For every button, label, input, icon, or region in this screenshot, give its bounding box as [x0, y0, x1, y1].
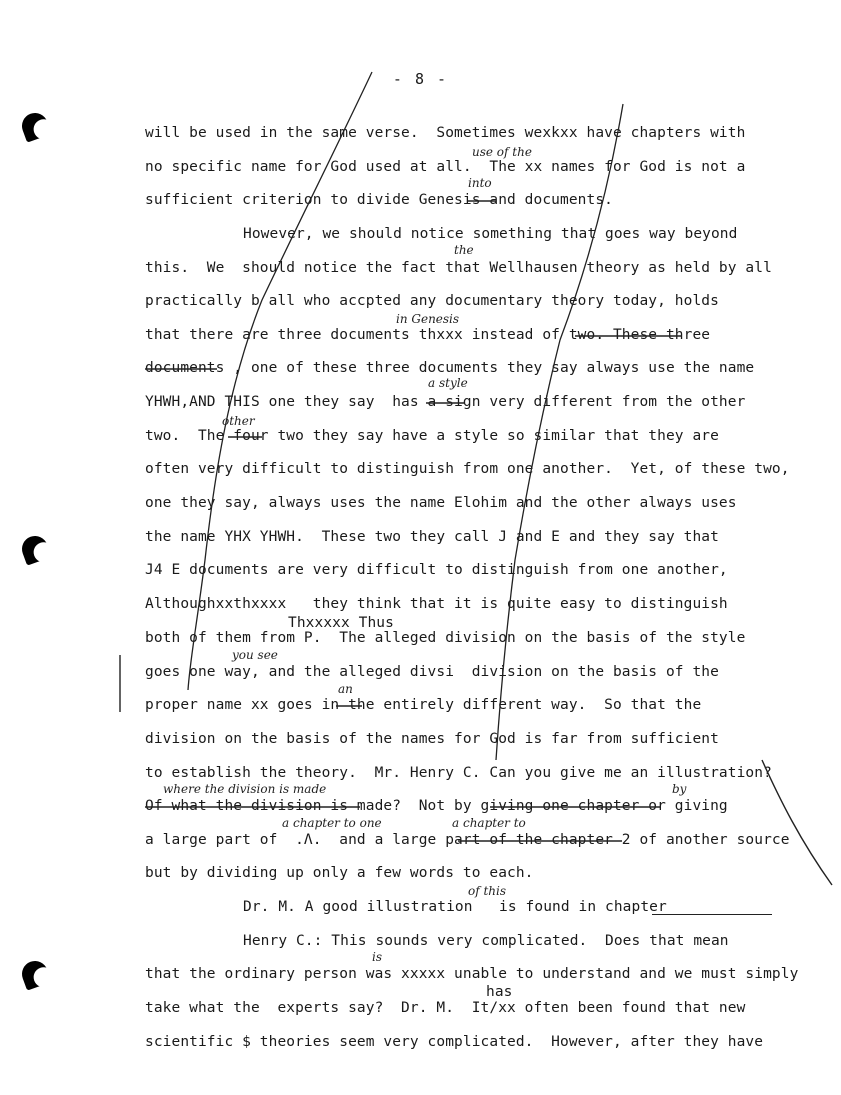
text-line: to establish the theory. Mr. Henry C. Can you give me an illustration? — [145, 765, 772, 781]
text-line: two. The four two they say have a style so similar that they are — [145, 428, 719, 444]
text-line: that the ordinary person was xxxxx unable to understand and we must simply — [145, 966, 799, 982]
text-line: but by dividing up only a few words to each. — [145, 865, 534, 881]
text-line: documents , one of these three documents they say always use the name — [145, 360, 755, 376]
text-line: a large part of .Λ. and a large part of the chapter 2 of another source — [145, 832, 790, 848]
text-line: practically b all who accpted any documentary theory today, holds — [145, 293, 719, 309]
handwritten-note: of this — [468, 884, 507, 898]
text-line: goes one way, and the alleged divsi division on the basis of the — [145, 664, 719, 680]
text-line: Dr. M. A good illustration is found in chapter — [243, 899, 667, 915]
blank-fill-line — [652, 914, 772, 915]
handwritten-note: where the division is made — [163, 782, 327, 796]
text-line: take what the experts say? Dr. M. It/xx often been found that new — [145, 1000, 746, 1016]
handwritten-note: into — [468, 176, 492, 190]
handwritten-note: is — [372, 950, 382, 964]
handwritten-note: in Genesis — [396, 312, 460, 326]
text-line: proper name xx goes in the entirely different way. So that the — [145, 697, 702, 713]
handwritten-note: a chapter to — [452, 816, 526, 830]
text-line: division on the basis of the names for God is far from sufficient — [145, 731, 719, 747]
punch-hole — [18, 957, 51, 990]
text-line: Henry C.: This sounds very complicated. Does that mean — [243, 933, 729, 949]
page-number: - 8 - — [392, 70, 449, 88]
handwritten-note: an — [338, 682, 353, 696]
handwritten-note: you see — [232, 648, 278, 662]
text-line: Thxxxxx Thus — [288, 615, 394, 631]
text-line: will be used in the same verse. Sometimes wexkxx have chapters with — [145, 125, 746, 141]
text-line: YHWH,AND THIS one they say has a sign very different from the other — [145, 394, 746, 410]
text-line: both of them from P. The alleged division on the basis of the style — [145, 630, 746, 646]
handwritten-note: by — [672, 782, 687, 796]
handwritten-note: a style — [428, 376, 468, 390]
text-line: the name YHX YHWH. These two they call J and E and they say that — [145, 529, 719, 545]
text-line: no specific name for God used at all. The xx names for God is not a — [145, 159, 746, 175]
punch-hole — [18, 532, 51, 565]
text-line: has — [486, 984, 513, 1000]
punch-hole — [18, 109, 51, 142]
handwritten-note: use of the — [472, 145, 532, 159]
text-line: Althoughxxthxxxx they think that it is quite easy to distinguish — [145, 596, 728, 612]
text-line: J4 E documents are very difficult to distinguish from one another, — [145, 562, 728, 578]
text-line: one they say, always uses the name Elohim and the other always uses — [145, 495, 737, 511]
handwritten-note: a chapter to one — [282, 816, 382, 830]
handwritten-note: other — [222, 414, 255, 428]
text-line: sufficient criterion to divide Genesis and documents. — [145, 192, 613, 208]
text-line: However, we should notice something that goes way beyond — [243, 226, 738, 242]
text-line: this. We should notice the fact that Wellhausen theory as held by all — [145, 260, 772, 276]
text-line: scientific $ theories seem very complicated. However, after they have — [145, 1034, 764, 1050]
text-line: often very difficult to distinguish from one another. Yet, of these two, — [145, 461, 790, 477]
text-line: that there are three documents thxxx instead of two. These three — [145, 327, 711, 343]
text-line: Of what the division is made? Not by giving one chapter or giving — [145, 798, 728, 814]
handwritten-note: the — [454, 243, 474, 257]
